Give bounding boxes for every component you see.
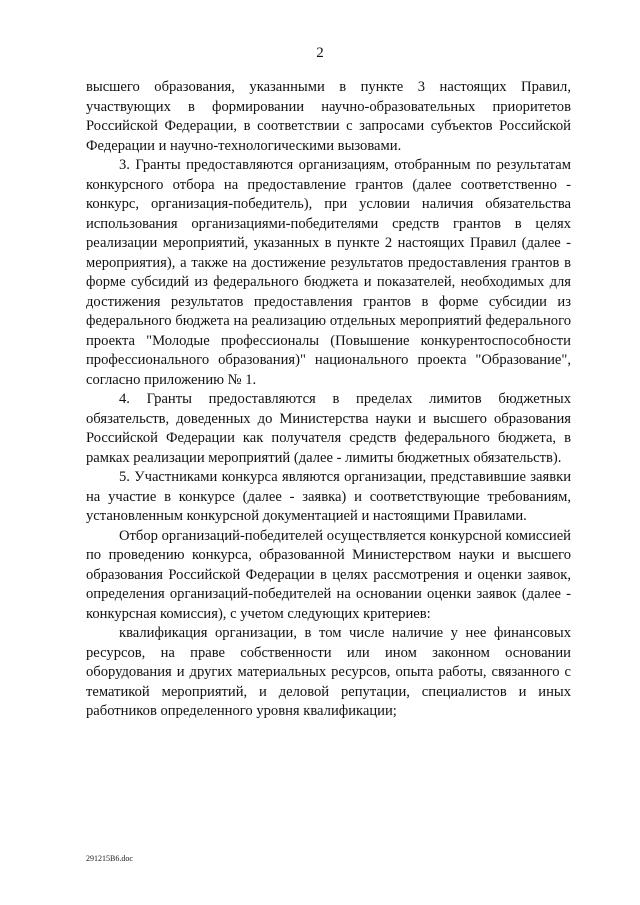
paragraph-selection: Отбор организаций-победителей осуществляется конкурсной комиссией по проведению конкурса, образованной Министерством науки и высшего образования Российской Федерации в целях рассмотрения и оценки заявок, определения организаций-победителей на основании оценки заявок (далее - конкурсная комиссия), с учетом следующих критериев: bbox=[86, 527, 571, 622]
paragraph-continuation: высшего образования, указанными в пункте 3 настоящих Правил, участвующих в формировании научно-образовательных приоритетов Российской Федерации, в соответствии с запросами субъектов Российской Федерации и научно-технологическими вызовами. bbox=[86, 79, 571, 154]
document-body bbox=[86, 78, 571, 722]
paragraph-clause-3: 3. Гранты предоставляются организациям, отобранным по результатам конкурсного отбора на предоставление грантов (далее соответственно - конкурс, организация-победитель), при условии наличия обязательства использования организациями-победителями средств грантов в целях реализации мероприятий, указанных в пункте 2 настоящих Правил (далее - мероприятия), а также на достижение результатов предоставления грантов в форме субсидий из федерального бюджета и показателей, необходимых для достижения результатов предоставления грантов в форме субсидии из федерального бюджета на реализацию отдельных мероприятий федерального проекта "Молодые профессионалы (Повышение конкурентоспособности профессионального образования)" национального проекта "Образование", согласно приложению № 1. bbox=[86, 157, 571, 388]
paragraph-criterion-qualification: квалификация организации, в том числе наличие у нее финансовых ресурсов, на праве собственности или ином законном основании оборудования и других материальных ресурсов, опыта работы, связанного с тематикой мероприятий, и деловой репутации, специалистов и иных работников определенного уровня квалификации; bbox=[86, 625, 571, 719]
paragraph-clause-5: 5. Участниками конкурса являются организации, представившие заявки на участие в конкурсе (далее - заявка) и соответствующие требованиям, установленным конкурсной документацией и настоящими Правилами. bbox=[86, 469, 571, 524]
paragraph-clause-4: 4. Гранты предоставляются в пределах лимитов бюджетных обязательств, доведенных до Министерства науки и высшего образования Российской Федерации как получателя средств федерального бюджета, в рамках реализации мероприятий (далее - лимиты бюджетных обязательств). bbox=[86, 391, 571, 466]
page-number: 2 bbox=[316, 45, 324, 61]
footer-filename: 291215B6.doc bbox=[86, 854, 133, 863]
